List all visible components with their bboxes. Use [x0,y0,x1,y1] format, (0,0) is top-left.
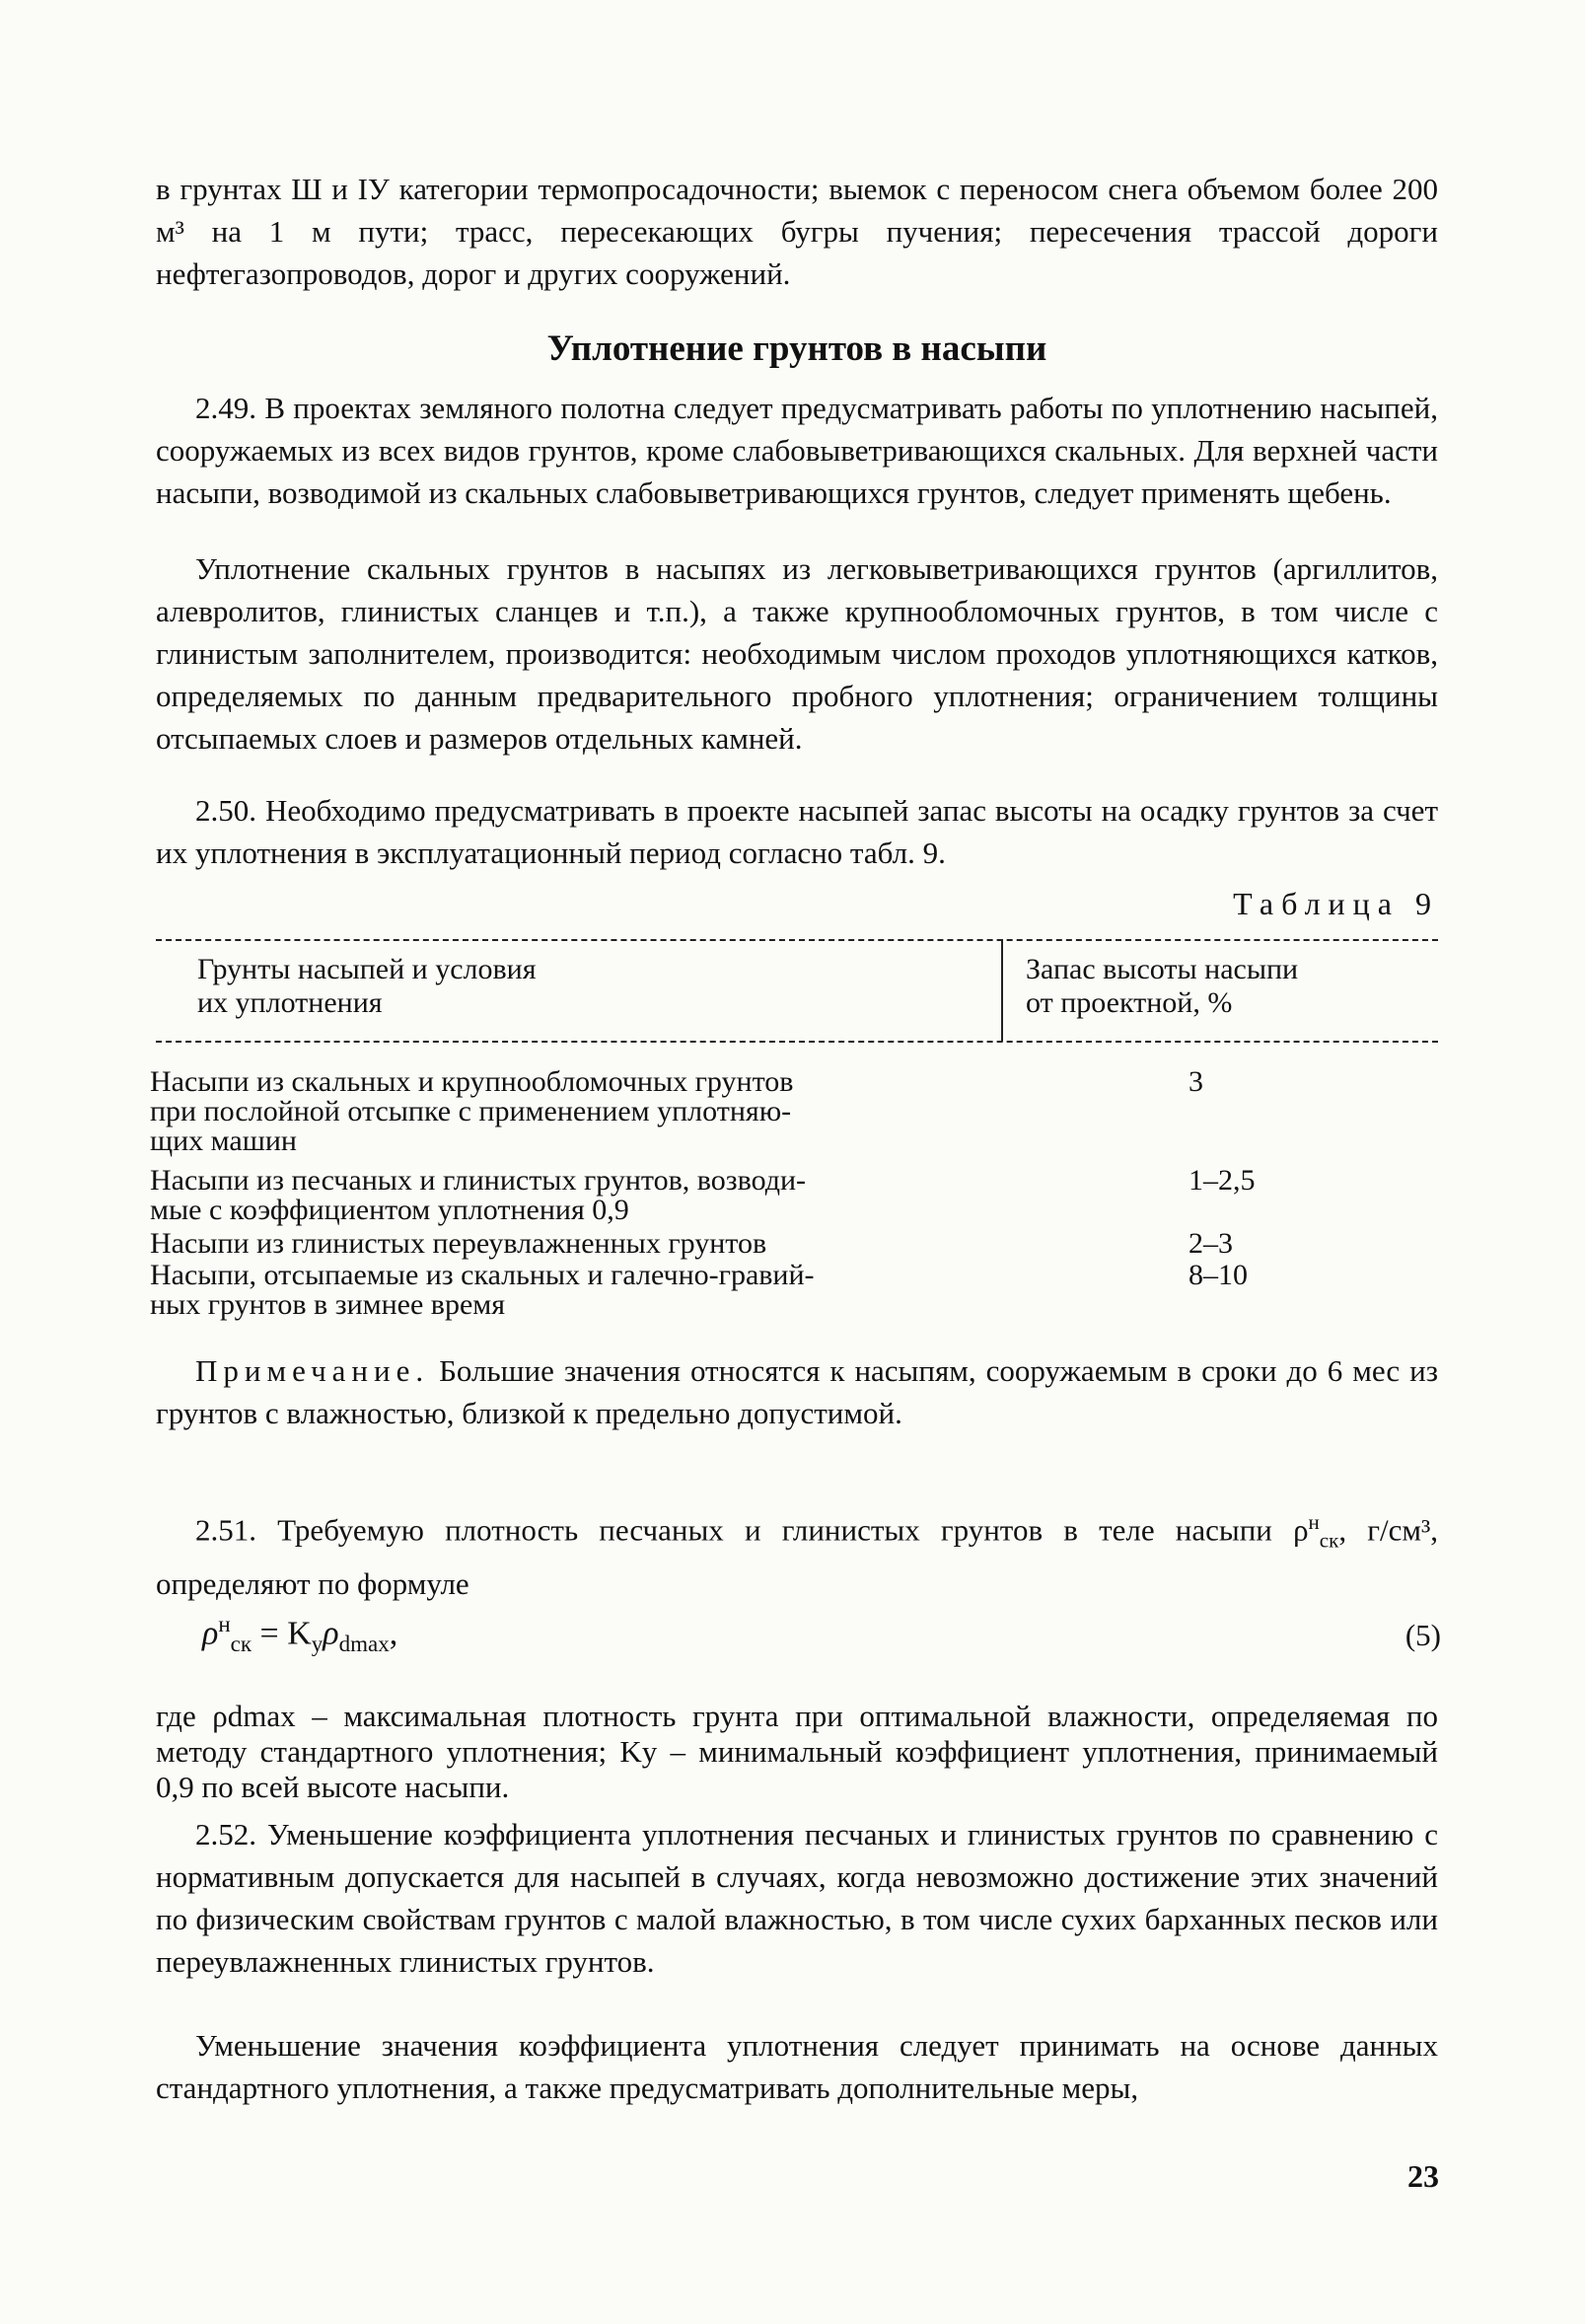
paragraph-2-51: 2.51. Требуемую плотность песчаных и глинистых грунтов в теле насыпи $\rho^н_{ск}$, г/см³, определяют по формуле [156,1510,1438,1601]
paragraph-2-52: 2.52. Уменьшение коэффициента уплотнения песчаных и глинистых грунтов по сравнению с нормативным допускается для насыпей в случаях, когда невозможно достижение этих значений по физическим свойствам грунтов с малой влажностью, в том числе сухих барханных песков или переувлажненных глинистых грунтов. [156,1817,1438,1979]
table-column-divider [1001,939,1003,1042]
table-row-soil: Насыпи из песчаных и глинистых грунтов, возводи- мые с коэффициентом уплотнения 0,9 [150,1164,807,1226]
note-label: Примечание. [195,1353,430,1388]
top-paragraph: в грунтах Ш и IУ категории термопросадочности; выемок с переносом снега объемом более 200 м³ на 1 м пути; трасс, пересекающих бугры пучения; пересечения трассой дороги нефтегазопроводов, дорог и других сооружений. [156,172,1438,291]
paragraph-2-49: 2.49. В проектах земляного полотна следует предусматривать работы по уплотнению насыпей, сооружаемых из всех видов грунтов, кроме слабовыветривающихся скальных. Для верхней части насыпи, возводимой из скальных слабовыветривающихся грунтов, следует применять щебень. [156,391,1438,510]
table-caption: Таблица 9 [1233,886,1439,921]
formula-number: (5) [1405,1618,1441,1652]
table-top-rule [156,939,1438,941]
table-row-value: 2–3 [1189,1227,1233,1260]
note-text: Большие значения относятся к насыпям, сооружаемым в сроки до 6 мес из грунтов с влажностью, близкой к предельно допустимой. [156,1353,1438,1430]
paragraph-2-50: 2.50. Необходимо предусматривать в проекте насыпей запас высоты на осадку грунтов за счет их уплотнения в эксплуатационный период согласно табл. 9. [156,793,1438,870]
paragraph-2-49-continued: Уплотнение скальных грунтов в насыпях из легковыветривающихся грунтов (аргиллитов, алевролитов, глинистых сланцев и т.п.), а также крупнообломочных грунтов, в том числе с глинистым заполнителем, производится: необходимым числом проходов уплотняющихся катков, определяемых по данным предварительного пробного уплотнения; ограничением толщины отсыпаемых слоев и размеров отдельных камней. [156,551,1438,756]
formula-explanation: где ρdmax – максимальная плотность грунта при оптимальной влажности, определяемая по методу стандартного уплотнения; Kу – минимальный коэффициент уплотнения, принимаемый 0,9 по всей высоте насыпи. [156,1699,1438,1804]
table-row-value: 8–10 [1189,1259,1248,1291]
paragraph-2-52-continued: Уменьшение значения коэффициента уплотнения следует принимать на основе данных стандартного уплотнения, а также предусматривать дополнительные меры, [156,2028,1438,2105]
table-header-rule [156,1041,1438,1043]
table-note [156,1349,1438,1434]
section-heading: Уплотнение грунтов в насыпи [546,328,1047,369]
table-row-soil: Насыпи из глинистых переувлажненных грунтов [150,1227,767,1260]
formula-5: $\rho^н_{ск} = K_у\rho_{dmax}$, [202,1612,398,1657]
table-row-soil: Насыпи, отсыпаемые из скальных и галечно-гравий- ных грунтов в зимнее время [150,1259,815,1321]
page-number: 23 [1407,2158,1439,2194]
table-header-soils: Грунты насыпей и условия их уплотнения [197,953,537,1019]
table-row-soil: Насыпи из скальных и крупнообломочных грунтов при послойной отсыпке с применением уплотняю- щих машин [150,1065,794,1157]
table-header-height-reserve: Запас высоты насыпи от проектной, % [1026,953,1299,1019]
table-row-value: 3 [1189,1065,1203,1098]
table-row-value: 1–2,5 [1189,1164,1256,1197]
